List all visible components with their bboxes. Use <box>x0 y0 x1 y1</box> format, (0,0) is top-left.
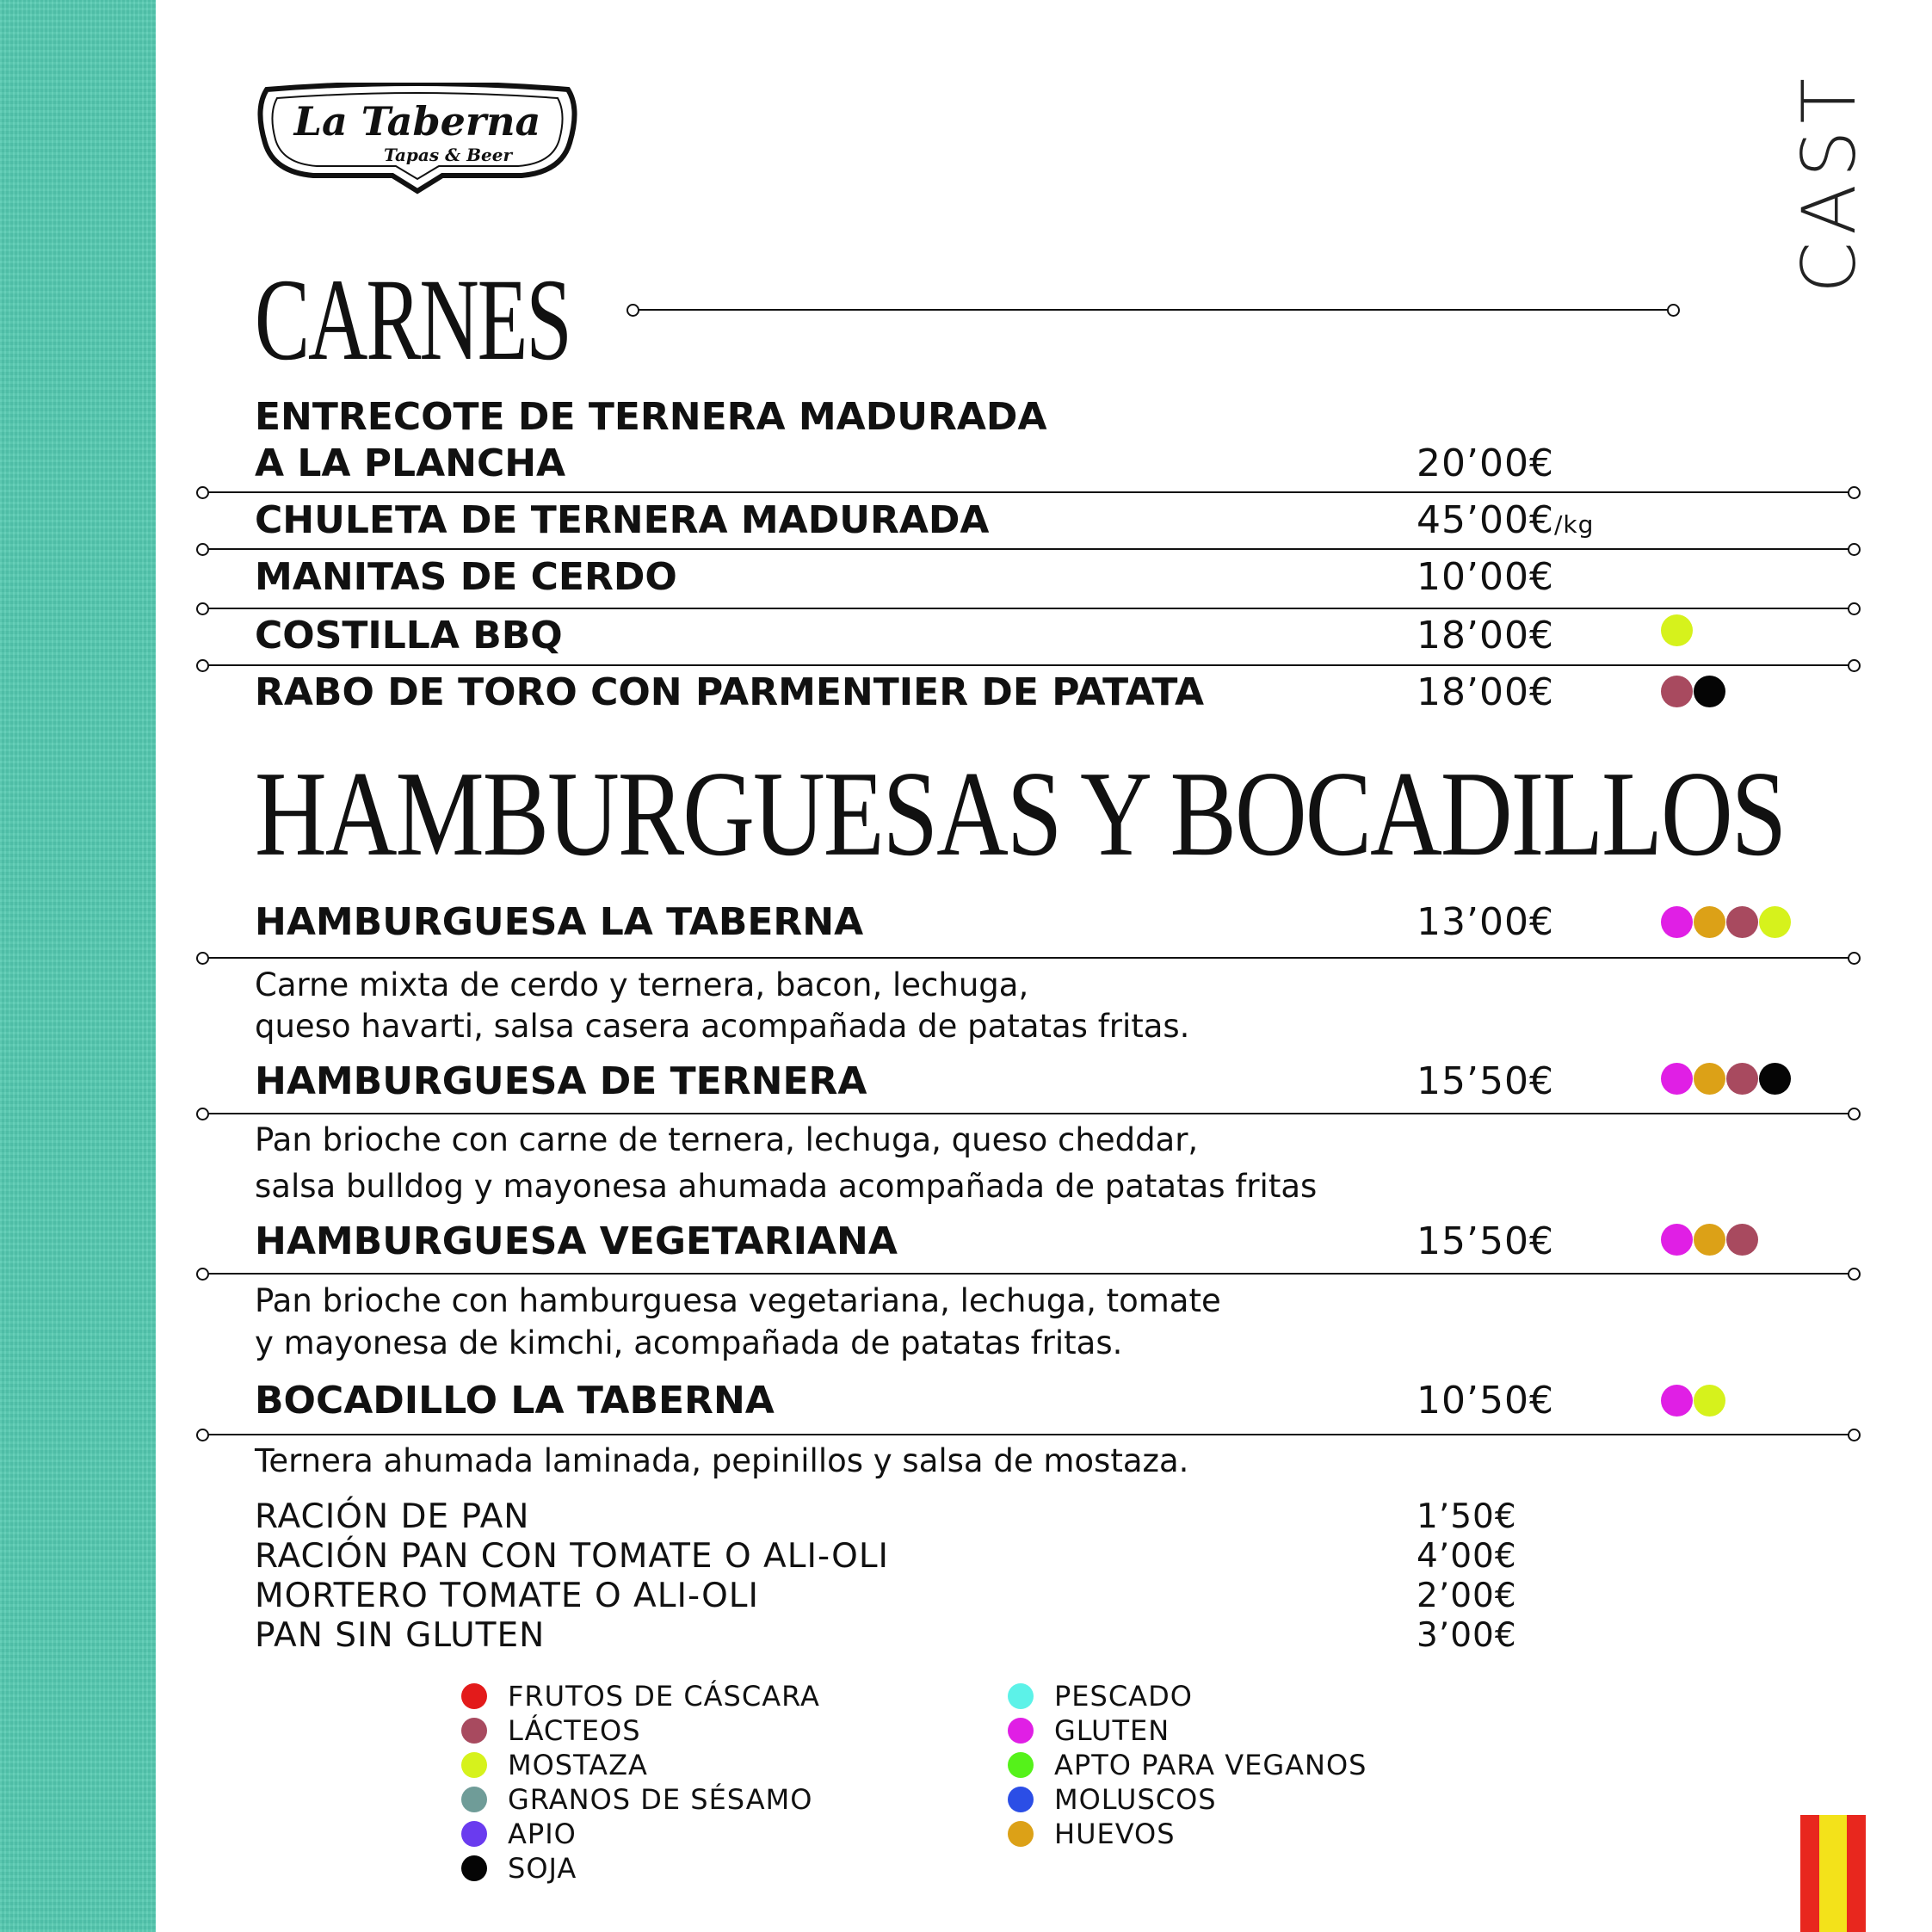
legend-dot <box>1008 1718 1034 1744</box>
item-price-bocadillo: 10’50€ <box>1417 1379 1554 1423</box>
item-price-hamb-ternera: 15’50€ <box>1417 1059 1554 1103</box>
legend-label: GRANOS DE SÉSAMO <box>508 1783 813 1816</box>
legend-label: HUEVOS <box>1054 1818 1176 1850</box>
item-price-entrecote: 20’00€ <box>1417 441 1554 485</box>
legend-dot <box>461 1683 487 1709</box>
flag-stripe-yellow <box>1819 1815 1847 1932</box>
legend-label: MOLUSCOS <box>1054 1783 1217 1816</box>
allergen-dot-mostaza <box>1759 906 1791 938</box>
legend-dot <box>461 1752 487 1778</box>
item-desc-hamb-ternera: Pan brioche con carne de ternera, lechuga, queso cheddar, <box>255 1121 1199 1158</box>
flag-stripe-red <box>1847 1815 1866 1932</box>
legend-label: MOSTAZA <box>508 1749 648 1781</box>
legend-label: LÁCTEOS <box>508 1714 641 1747</box>
logo-title: La Taberna <box>293 98 541 145</box>
legend-dot <box>1008 1683 1034 1709</box>
item-divider <box>196 1107 1861 1120</box>
allergen-dot-gluten <box>1661 1224 1693 1256</box>
allergen-dots-costilla <box>1661 614 1694 647</box>
legend-item-moluscos <box>1008 1782 1217 1817</box>
legend-item-lacteos <box>461 1713 641 1748</box>
item-price-manitas: 10’00€ <box>1417 555 1554 599</box>
restaurant-logo <box>255 83 580 196</box>
item-name-entrecote: ENTRECOTE DE TERNERA MADURADA <box>255 395 1047 439</box>
legend-dot <box>461 1821 487 1847</box>
allergen-dots-hamb-taberna <box>1661 906 1792 939</box>
allergen-dots-rabo <box>1661 676 1726 708</box>
allergen-dots-hamb-vegetariana <box>1661 1224 1759 1256</box>
item-name-chuleta: CHULETA DE TERNERA MADURADA <box>255 498 990 542</box>
item-name-rabo: RABO DE TORO CON PARMENTIER DE PATATA <box>255 670 1205 714</box>
title-divider <box>627 303 1680 317</box>
legend-item-huevos <box>1008 1817 1176 1851</box>
logo-subtitle: Tapas & Beer <box>384 145 513 165</box>
legend-item-soja <box>461 1851 577 1886</box>
allergen-dot-mostaza <box>1661 614 1693 646</box>
extra-name: PAN SIN GLUTEN <box>255 1616 546 1655</box>
legend-dot <box>1008 1821 1034 1847</box>
legend-label: GLUTEN <box>1054 1714 1170 1747</box>
legend-label: FRUTOS DE CÁSCARA <box>508 1680 820 1713</box>
item-desc-hamb-ternera-line2: salsa bulldog y mayonesa ahumada acompañada de patatas fritas <box>255 1168 1318 1205</box>
item-name-hamb-ternera: HAMBURGUESA DE TERNERA <box>255 1059 867 1103</box>
extra-price: 1’50€ <box>1417 1497 1517 1536</box>
extra-name: RACIÓN PAN CON TOMATE O ALI-OLI <box>255 1537 890 1576</box>
legend-dot <box>1008 1787 1034 1812</box>
legend-label: APIO <box>508 1818 577 1850</box>
extra-name: MORTERO TOMATE O ALI-OLI <box>255 1577 760 1615</box>
extra-price: 4’00€ <box>1417 1537 1517 1576</box>
item-desc-hamb-vegetariana: Pan brioche con hamburguesa vegetariana, lechuga, tomate <box>255 1282 1221 1319</box>
flag-stripe-red <box>1800 1815 1819 1932</box>
item-divider <box>196 1267 1861 1281</box>
legend-label: APTO PARA VEGANOS <box>1054 1749 1367 1781</box>
legend-item-mostaza <box>461 1748 648 1782</box>
item-name-manitas: MANITAS DE CERDO <box>255 555 677 599</box>
legend-item-veganos <box>1008 1748 1367 1782</box>
legend-label: PESCADO <box>1054 1680 1193 1713</box>
language-tag-text: CAST <box>1787 71 1873 294</box>
item-name-bocadillo: BOCADILLO LA TABERNA <box>255 1379 775 1423</box>
legend-dot <box>461 1855 487 1881</box>
allergen-dot-gluten <box>1661 1063 1693 1095</box>
item-price-hamb-taberna: 13’00€ <box>1417 900 1554 944</box>
extra-price: 2’00€ <box>1417 1577 1517 1615</box>
extra-price: 3’00€ <box>1417 1616 1517 1655</box>
legend-item-frutos <box>461 1679 820 1713</box>
item-desc-hamb-taberna-line2: queso havarti, salsa casera acompañada de patatas fritas. <box>255 1008 1190 1045</box>
allergen-dot-mostaza <box>1694 1385 1725 1417</box>
legend-item-apio <box>461 1817 577 1851</box>
item-name-entrecote-line2: A LA PLANCHA <box>255 441 566 485</box>
allergen-dot-soja <box>1759 1063 1791 1095</box>
decorative-side-strip <box>0 0 156 1932</box>
item-price-chuleta: 45’00€/kg <box>1417 498 1595 542</box>
allergen-dot-lacteos <box>1661 676 1693 707</box>
allergen-dot-huevos <box>1694 906 1725 938</box>
legend-dot <box>461 1718 487 1744</box>
allergen-dot-lacteos <box>1726 1063 1758 1095</box>
legend-label: SOJA <box>508 1852 577 1885</box>
legend-item-pescado <box>1008 1679 1193 1713</box>
allergen-dot-huevos <box>1694 1224 1725 1256</box>
item-name-hamb-taberna: HAMBURGUESA LA TABERNA <box>255 900 864 944</box>
allergen-dots-bocadillo <box>1661 1385 1726 1417</box>
item-name-hamb-vegetariana: HAMBURGUESA VEGETARIANA <box>255 1219 898 1263</box>
allergen-dot-gluten <box>1661 1385 1693 1417</box>
section-title-carnes: CARNES <box>255 253 571 385</box>
allergen-dots-hamb-ternera <box>1661 1063 1792 1096</box>
item-price-hamb-vegetariana: 15’50€ <box>1417 1219 1554 1263</box>
item-name-costilla: COSTILLA BBQ <box>255 614 563 657</box>
item-price-rabo: 18’00€ <box>1417 670 1554 714</box>
item-desc-hamb-vegetariana-line2: y mayonesa de kimchi, acompañada de patatas fritas. <box>255 1324 1123 1361</box>
section-title-hamburguesas: HAMBURGUESAS Y BOCADILLOS <box>255 747 1786 882</box>
allergen-dot-huevos <box>1694 1063 1725 1095</box>
allergen-dot-lacteos <box>1726 906 1758 938</box>
extra-name: RACIÓN DE PAN <box>255 1497 530 1536</box>
item-desc-bocadillo: Ternera ahumada laminada, pepinillos y salsa de mostaza. <box>255 1442 1189 1479</box>
item-desc-hamb-taberna: Carne mixta de cerdo y ternera, bacon, lechuga, <box>255 966 1029 1003</box>
item-divider <box>196 951 1861 965</box>
language-tag <box>1787 62 1873 303</box>
spain-flag-icon <box>1800 1815 1866 1932</box>
legend-item-sesamo <box>461 1782 812 1817</box>
legend-item-gluten <box>1008 1713 1170 1748</box>
allergen-dot-gluten <box>1661 906 1693 938</box>
allergen-dot-soja <box>1694 676 1725 707</box>
allergen-dot-lacteos <box>1726 1224 1758 1256</box>
legend-dot <box>461 1787 487 1812</box>
legend-dot <box>1008 1752 1034 1778</box>
item-price-costilla: 18’00€ <box>1417 614 1554 657</box>
item-divider <box>196 1428 1861 1441</box>
